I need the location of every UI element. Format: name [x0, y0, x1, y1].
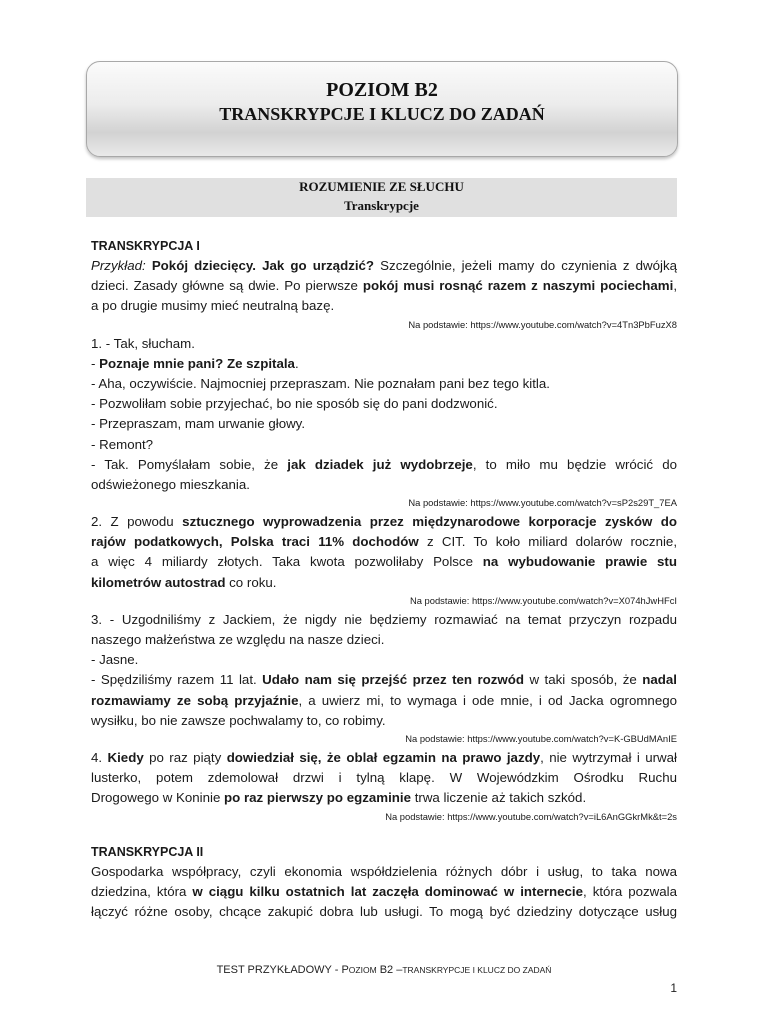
dialogue-line: - Poznaje mnie pani? Ze szpitala. — [91, 355, 299, 371]
dialogue-line: - Przepraszam, mam urwanie głowy. — [91, 416, 306, 432]
paragraph-line: dzieci. Zasady główne są dwie. Po pierwsze pokój musi rosnąć razem z naszymi pociechami, — [91, 278, 678, 294]
page-footer: TEST PRZYKŁADOWY - POZIOM B2 –TRANSKRYPCJE I KLUCZ DO ZADAŃ — [216, 964, 552, 976]
section-subtitle: Transkrypcje — [344, 198, 419, 213]
paragraph-line: a po drugie musimy mieć neutralną bazę. — [91, 298, 335, 314]
dialogue-line: - Aha, oczywiście. Najmocniej przepraszam. Nie poznałam pani bez tego kitla. — [91, 375, 550, 391]
paragraph-line: naszego małżeństwa ze względu na nasze dzieci. — [91, 632, 385, 647]
dialogue-line: 1. - Tak, słucham. — [91, 335, 195, 351]
paragraph-line: rajów podatkowych, Polska traci 11% dochodów z CIT. To koło miliard dolarów rocznie, — [91, 534, 678, 550]
paragraph-line: 2. Z powodu sztucznego wyprowadzenia przez międzynarodowe korporacje zysków do — [91, 514, 677, 530]
source-link[interactable]: Na podstawie: https://www.youtube.com/watch?v=X074hJwHFcI — [409, 594, 677, 606]
dialogue-line: - Remont? — [91, 436, 154, 452]
section-header — [86, 178, 677, 217]
source-link[interactable]: Na podstawie: https://www.youtube.com/watch?v=4Tn3PbFuzX8 — [408, 318, 677, 330]
source-link[interactable]: Na podstawie: https://www.youtube.com/watch?v=sP2s29T_7EA — [408, 497, 677, 509]
paragraph-line: 3. - Uzgodniliśmy z Jackiem, że nigdy nie będziemy rozmawiać na temat przyczyn rozpadu — [91, 611, 677, 627]
spacer — [91, 826, 677, 842]
paragraph-line: łączyć różne osoby, chcące zakupić dobra lub usługi. To mogą być dziedziny dotyczące usług — [91, 903, 677, 919]
document-body — [91, 236, 677, 922]
page-title: POZIOM B2 — [326, 79, 438, 101]
paragraph-line: rozmawiamy ze sobą przyjaźnie, a uwierz mi, to wymaga i ode mnie, i od Jacka ogromnego — [91, 692, 678, 708]
paragraph-line: Przykład: Pokój dziecięcy. Jak go urządzić? Szczególnie, jeżeli mamy do czynienia z dwójką — [91, 258, 678, 273]
page-subtitle: TRANSKRYPCJE I KLUCZ DO ZADAŃ — [219, 104, 545, 124]
example-label: Przykład: — [91, 258, 146, 273]
paragraph-line: a więc 4 miliardy złotych. Taka kwota pozwoliłaby Polsce na wybudowanie prawie stu — [91, 554, 677, 570]
paragraph-line: kilometrów autostrad co roku. — [91, 574, 277, 590]
paragraph-line: lusterko, potem zdemolował drzwi i tylną klapę. W Wojewódzkim Ośrodku Ruchu — [91, 770, 677, 786]
source-link[interactable]: Na podstawie: https://www.youtube.com/watch?v=iL6AnGGkrMk&t=2s — [385, 810, 677, 822]
paragraph-line: wysiłku, bo nie zawsze pochwalamy to, co robimy. — [91, 712, 386, 728]
transcript-2-heading: TRANSKRYPCJA II — [91, 844, 204, 859]
paragraph-line: Gospodarka współpracy, czyli ekonomia współdzielenia różnych dóbr i usług, to taka nowa — [91, 863, 677, 879]
paragraph-line: 4. Kiedy po raz piąty dowiedział się, że oblał egzamin na prawo jazdy, nie wytrzymał i urwał — [91, 749, 677, 765]
transcript-1-heading: TRANSKRYPCJA I — [91, 239, 200, 253]
dialogue-line: odświeżonego mieszkania. — [91, 476, 250, 492]
source-link[interactable]: Na podstawie: https://www.youtube.com/watch?v=K-GBUdMAnIE — [405, 732, 677, 744]
section-title: ROZUMIENIE ZE SŁUCHU — [299, 179, 464, 194]
dialogue-line: - Pozwoliłam sobie przyjechać, bo nie sposób się do pani dodzwonić. — [91, 396, 498, 412]
paragraph-line: dziedzina, która w ciągu kilku ostatnich lat zaczęła dominować w internecie, która pozwala — [91, 883, 678, 899]
paragraph-line: - Spędziliśmy razem 11 lat. Udało nam się przejść przez ten rozwód w taki sposób, że nadal — [91, 672, 677, 688]
paragraph-line: - Jasne. — [91, 652, 139, 668]
dialogue-line: - Tak. Pomyślałam sobie, że jak dziadek już wydobrzeje, to miło mu będzie wrócić do — [91, 456, 677, 472]
page-number: 1 — [670, 981, 677, 995]
paragraph-line: Drogowego w Koninie po raz pierwszy po egzaminie trwa liczenie aż takich szkód. — [91, 790, 587, 806]
title-banner — [86, 61, 678, 157]
